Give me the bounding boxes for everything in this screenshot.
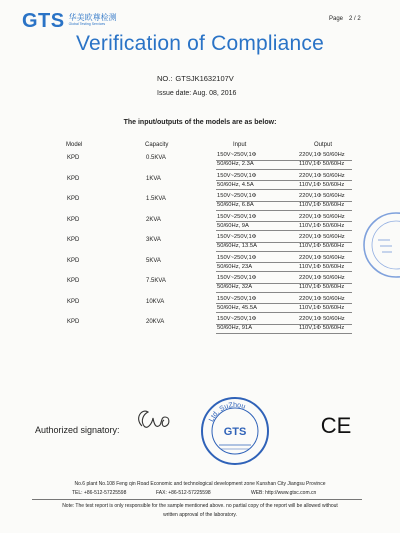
cell-capacity: 7.5KVA bbox=[146, 278, 166, 284]
row-divider bbox=[216, 251, 352, 252]
cell-output-line2: 110V,1Φ 50/60Hz bbox=[299, 304, 345, 311]
cell-output-line2: 110V,1Φ 50/60Hz bbox=[299, 222, 345, 229]
footer-note-line1: Note: The test report is only responsible for the sample mentioned above. no partial copy of the report will be allowed without bbox=[62, 503, 338, 509]
cell-capacity: 0.5KVA bbox=[146, 155, 166, 161]
page-value: 2 / 2 bbox=[349, 16, 361, 22]
row-divider bbox=[216, 292, 352, 293]
cell-input-line1: 150V~250V,1Φ bbox=[217, 275, 257, 281]
cell-model: KPD bbox=[67, 298, 80, 305]
cell-capacity: 1KVA bbox=[146, 175, 161, 182]
cell-input-line1: 150V~250V,1Φ bbox=[217, 316, 257, 322]
issue-date: Issue date: Aug. 08, 2016 bbox=[157, 90, 237, 97]
footer-tel: TEL: +86-512-57225598 bbox=[72, 490, 127, 496]
cell-output-line1: 220V,1Φ 50/60Hz bbox=[299, 295, 345, 302]
cell-output-line2: 110V,1Φ 50/60Hz bbox=[299, 243, 345, 249]
row-divider bbox=[216, 221, 352, 222]
row-divider bbox=[216, 230, 352, 231]
column-header-input: Input bbox=[233, 142, 247, 148]
page-number bbox=[329, 16, 361, 22]
row-divider bbox=[216, 283, 352, 284]
partial-stamp-icon bbox=[356, 210, 400, 280]
column-header-model: Model bbox=[66, 142, 83, 148]
row-divider bbox=[216, 324, 352, 325]
cell-output-line2: 110V,1Φ 50/60Hz bbox=[299, 263, 345, 270]
footer-divider bbox=[32, 499, 362, 500]
cell-input-line2: 50/60Hz, 45.5A bbox=[217, 304, 257, 311]
handwritten-signature bbox=[132, 404, 182, 434]
cell-input-line2: 50/60Hz, 91A bbox=[217, 325, 253, 331]
seal-center-text: GTS bbox=[223, 426, 247, 438]
row-divider bbox=[216, 271, 352, 272]
cell-input-line1: 150V~250V,1Φ bbox=[217, 234, 257, 240]
cell-input-line2: 50/60Hz, 2.3A bbox=[217, 161, 254, 167]
cell-model: KPD bbox=[67, 237, 80, 243]
cell-output-line1: 220V,1Φ 50/60Hz bbox=[299, 254, 345, 261]
cell-model: KPD bbox=[67, 319, 80, 325]
cell-input-line2: 50/60Hz, 4.5A bbox=[217, 181, 254, 188]
footer-web: WEB: http://www.gtsc.com.cn bbox=[251, 490, 317, 496]
footer-fax: FAX: +86-512-57225598 bbox=[156, 490, 211, 496]
cell-input-line2: 50/60Hz, 13.5A bbox=[217, 243, 257, 249]
cell-capacity: 2KVA bbox=[146, 216, 161, 223]
cell-output-line1: 220V,1Φ 50/60Hz bbox=[299, 152, 345, 158]
cell-output-line2: 110V,1Φ 50/60Hz bbox=[299, 325, 345, 331]
row-divider bbox=[216, 333, 352, 334]
column-header-capacity: Capacity bbox=[145, 142, 169, 148]
row-divider bbox=[216, 262, 352, 263]
cell-input-line2: 50/60Hz, 6.8A bbox=[217, 202, 254, 208]
row-divider bbox=[216, 160, 352, 161]
ce-mark-icon bbox=[319, 413, 353, 437]
cell-output-line2: 110V,1Φ 50/60Hz bbox=[299, 181, 345, 188]
seal-ring-text: Ltd. SuZhou bbox=[208, 401, 247, 424]
cell-input-line2: 50/60Hz, 9A bbox=[217, 222, 249, 229]
cell-input-line1: 150V~250V,1Φ bbox=[217, 193, 257, 199]
cell-capacity: 1.5KVA bbox=[146, 196, 166, 202]
cell-output-line1: 220V,1Φ 50/60Hz bbox=[299, 172, 345, 179]
cell-input-line2: 50/60Hz, 23A bbox=[217, 263, 253, 270]
footer-note-line2: written approval of the laboratory. bbox=[163, 512, 237, 518]
gts-logo bbox=[22, 10, 117, 33]
column-header-output: Output bbox=[314, 142, 333, 148]
row-divider bbox=[216, 169, 352, 170]
cell-model: KPD bbox=[67, 196, 80, 202]
cell-input-line1: 150V~250V,1Φ bbox=[217, 172, 257, 179]
cell-output-line1: 220V,1Φ 50/60Hz bbox=[299, 234, 345, 240]
cell-output-line1: 220V,1Φ 50/60Hz bbox=[299, 213, 345, 220]
row-divider bbox=[216, 242, 352, 243]
company-seal bbox=[199, 395, 271, 467]
cell-capacity: 3KVA bbox=[146, 237, 161, 243]
cell-output-line2: 110V,1Φ 50/60Hz bbox=[299, 202, 345, 208]
cell-input-line1: 150V~250V,1Φ bbox=[217, 295, 257, 302]
cell-model: KPD bbox=[67, 155, 80, 161]
cell-model: KPD bbox=[67, 175, 80, 182]
row-divider bbox=[216, 189, 352, 190]
row-divider bbox=[216, 303, 352, 304]
row-divider bbox=[216, 210, 352, 211]
cell-input-line1: 150V~250V,1Φ bbox=[217, 254, 257, 261]
document-title: Verification of Compliance bbox=[76, 32, 324, 55]
logo-text: GTS bbox=[22, 10, 65, 32]
logo-chinese-text: 华美欧尊检测 bbox=[68, 13, 117, 22]
cell-output-line2: 110V,1Φ 50/60Hz bbox=[299, 161, 345, 167]
cell-output-line2: 110V,1Φ 50/60Hz bbox=[299, 284, 345, 290]
cell-output-line1: 220V,1Φ 50/60Hz bbox=[299, 275, 345, 281]
cell-capacity: 5KVA bbox=[146, 257, 161, 264]
row-divider bbox=[216, 180, 352, 181]
cell-model: KPD bbox=[67, 216, 80, 223]
cell-output-line1: 220V,1Φ 50/60Hz bbox=[299, 193, 345, 199]
logo-english-text: Global Testing Services bbox=[68, 22, 106, 26]
signatory-label: Authorized signatory: bbox=[35, 425, 120, 435]
cell-capacity: 20KVA bbox=[146, 319, 165, 325]
cell-model: KPD bbox=[67, 257, 80, 264]
ce-mark-text: CE bbox=[320, 413, 352, 437]
table-heading: The input/outputs of the models are as below: bbox=[123, 119, 277, 126]
cell-input-line1: 150V~250V,1Φ bbox=[217, 213, 257, 220]
report-number-value: GTSJK1632107V bbox=[175, 74, 234, 83]
report-number-label: NO.: bbox=[157, 74, 173, 83]
cell-model: KPD bbox=[67, 278, 80, 284]
cell-output-line1: 220V,1Φ 50/60Hz bbox=[299, 316, 345, 322]
page-label-text: Page bbox=[329, 16, 344, 22]
footer-address: No.6 plant No.108 Feng qin Road Economic and technological development zone Kunshan City Jiangsu Province bbox=[74, 481, 326, 487]
logo-subtitle bbox=[69, 13, 117, 27]
cell-capacity: 10KVA bbox=[146, 298, 165, 305]
cell-input-line2: 50/60Hz, 32A bbox=[217, 284, 253, 290]
row-divider bbox=[216, 312, 352, 313]
row-divider bbox=[216, 201, 352, 202]
cell-input-line1: 150V~250V,1Φ bbox=[217, 152, 257, 158]
report-number bbox=[157, 74, 234, 83]
